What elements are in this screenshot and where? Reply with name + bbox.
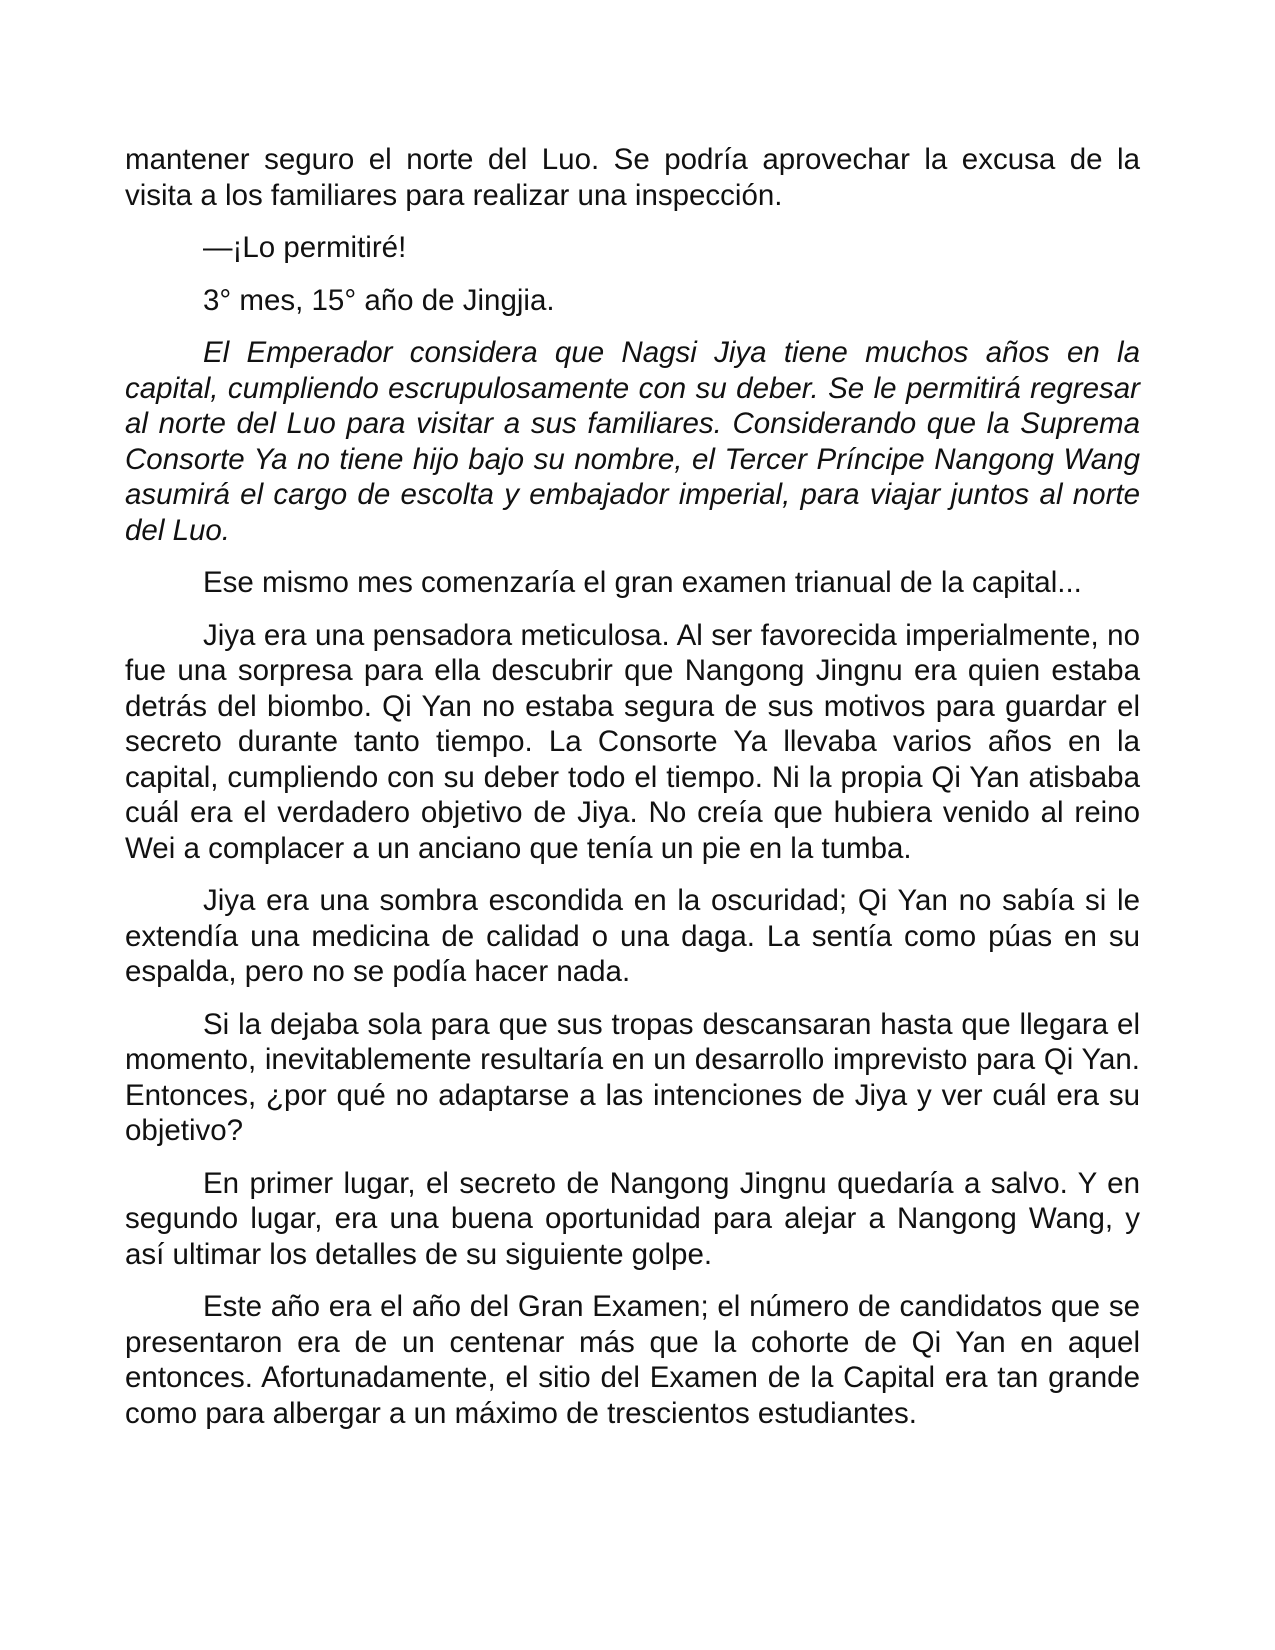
document-page [125, 142, 1140, 1448]
paragraph-dialogue: —¡Lo permitiré! [203, 231, 407, 264]
paragraph-continuation: mantener seguro el norte del Luo. Se podría aprovechar la excusa de la visita a los familiares para realizar una inspección. [125, 143, 1140, 212]
paragraph-date: 3° mes, 15° año de Jingjia. [203, 283, 555, 317]
paragraph-jiya-thinker: Jiya era una pensadora meticulosa. Al ser favorecida imperialmente, no fue una sorpresa para ella descubrir que Nangong Jingnu era quien estaba detrás del biombo. Qi Yan no estaba segura de sus motivos para guardar el secreto durante tanto tiempo. La Consorte Ya llevaba varios años en la capital, cumpliendo con su deber todo el tiempo. Ni la propia Qi Yan atisbaba cuál era el verdadero objetivo de Jiya. No creía que hubiera venido al reino Wei a complacer a un anciano que tenía un pie en la tumba. [125, 618, 1140, 865]
paragraph-great-exam: Este año era el año del Gran Examen; el número de candidatos que se presentaron era de un centenar más que la cohorte de Qi Yan en aquel entonces. Afortunadamente, el sitio del Examen de la Capital era tan grande como para albergar a un máximo de trescientos estudiantes. [125, 1290, 1140, 1430]
paragraph-first-second: En primer lugar, el secreto de Nangong Jingnu quedaría a salvo. Y en segundo lugar, era una buena oportunidad para alejar a Nangong Wang, y así ultimar los detalles de su siguiente golpe. [125, 1166, 1140, 1271]
paragraph-imperial-decree: El Emperador considera que Nagsi Jiya tiene muchos años en la capital, cumpliendo escrupulosamente con su deber. Se le permitirá regresar al norte del Luo para visitar a sus familiares. Considerando que la Suprema Consorte Ya no tiene hijo bajo su nombre, el Tercer Príncipe Nangong Wang asumirá el cargo de escolta y embajador imperial, para viajar juntos al norte del Luo. [125, 336, 1140, 547]
paragraph-exam-announcement: Ese mismo mes comenzaría el gran examen trianual de la capital... [203, 566, 1082, 599]
paragraph-jiya-shadow: Jiya era una sombra escondida en la oscuridad; Qi Yan no sabía si le extendía una medicina de calidad o una daga. La sentía como púas en su espalda, pero no se podía hacer nada. [125, 884, 1140, 988]
paragraph-leave-alone: Si la dejaba sola para que sus tropas descansaran hasta que llegara el momento, inevitablemente resultaría en un desarrollo imprevisto para Qi Yan. Entonces, ¿por qué no adaptarse a las intenciones de Jiya y ver cuál era su objetivo? [125, 1007, 1140, 1147]
